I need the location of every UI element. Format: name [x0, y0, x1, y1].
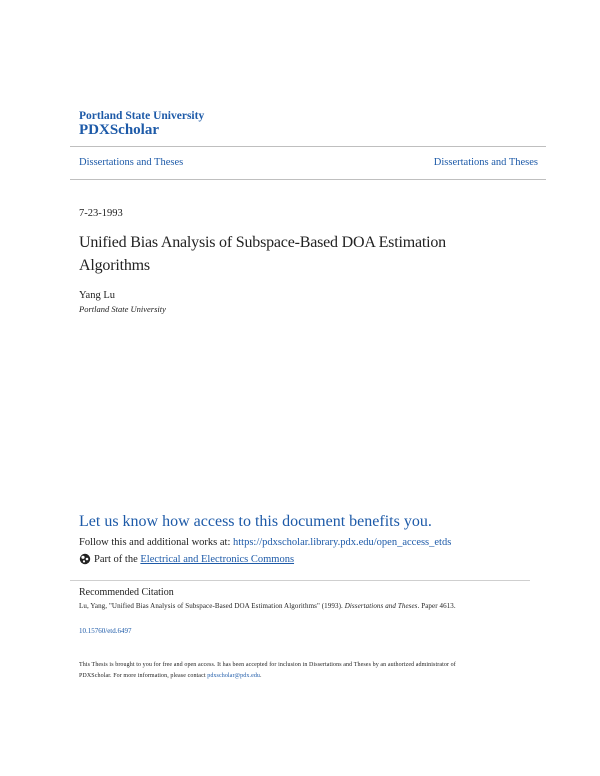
- header-divider-top: [70, 146, 546, 147]
- follow-line: [79, 537, 451, 548]
- contact-email-link[interactable]: pdxscholar@pdx.edu: [207, 673, 261, 679]
- publication-date: 7-23-1993: [79, 208, 123, 219]
- electrical-commons-link[interactable]: Electrical and Electronics Commons: [140, 553, 295, 565]
- footer-notice: [79, 660, 529, 682]
- network-commons-icon: [79, 553, 91, 565]
- document-title: Unified Bias Analysis of Subspace-Based DOA Estimation Algorithms: [79, 234, 446, 274]
- citation-body: Lu, Yang, "Unified Bias Analysis of Subspace-Based DOA Estimation Algorithms" (1993).: [79, 602, 345, 610]
- nav-link-dissertations-right[interactable]: Dissertations and Theses: [433, 157, 538, 168]
- author-affiliation: Portland State University: [79, 304, 166, 314]
- follow-url-link[interactable]: https://pdxscholar.library.pdx.edu/open_access_etds: [233, 537, 452, 548]
- header-divider-bottom: [70, 179, 546, 180]
- citation-divider: [70, 580, 530, 581]
- author-name: Yang Lu: [79, 290, 115, 301]
- part-of-line: [79, 553, 294, 565]
- citation-paper: . Paper 4613.: [417, 602, 456, 610]
- footer-line-2-suffix: .: [260, 673, 262, 679]
- access-benefits-link[interactable]: Let us know how access to this document benefits you.: [79, 513, 432, 530]
- footer-line-2: [79, 671, 529, 682]
- nav-link-dissertations-left[interactable]: Dissertations and Theses: [79, 157, 184, 168]
- doi-link[interactable]: 10.15760/etd.6497: [79, 627, 132, 635]
- follow-prefix: Follow this and additional works at:: [79, 537, 233, 548]
- repository-name[interactable]: PDXScholar: [79, 122, 159, 138]
- citation-text: [79, 602, 456, 610]
- footer-line-2-prefix: PDXScholar. For more information, please contact: [79, 673, 208, 679]
- citation-series: Dissertations and Theses: [344, 602, 418, 610]
- recommended-citation-label: Recommended Citation: [79, 587, 174, 598]
- footer-line-1: This Thesis is brought to you for free and open access. It has been accepted for inclusion in Dissertations and Theses by an authorized administrator of: [79, 662, 456, 668]
- partof-prefix: Part of the: [94, 553, 138, 565]
- university-name[interactable]: Portland State University: [79, 110, 205, 122]
